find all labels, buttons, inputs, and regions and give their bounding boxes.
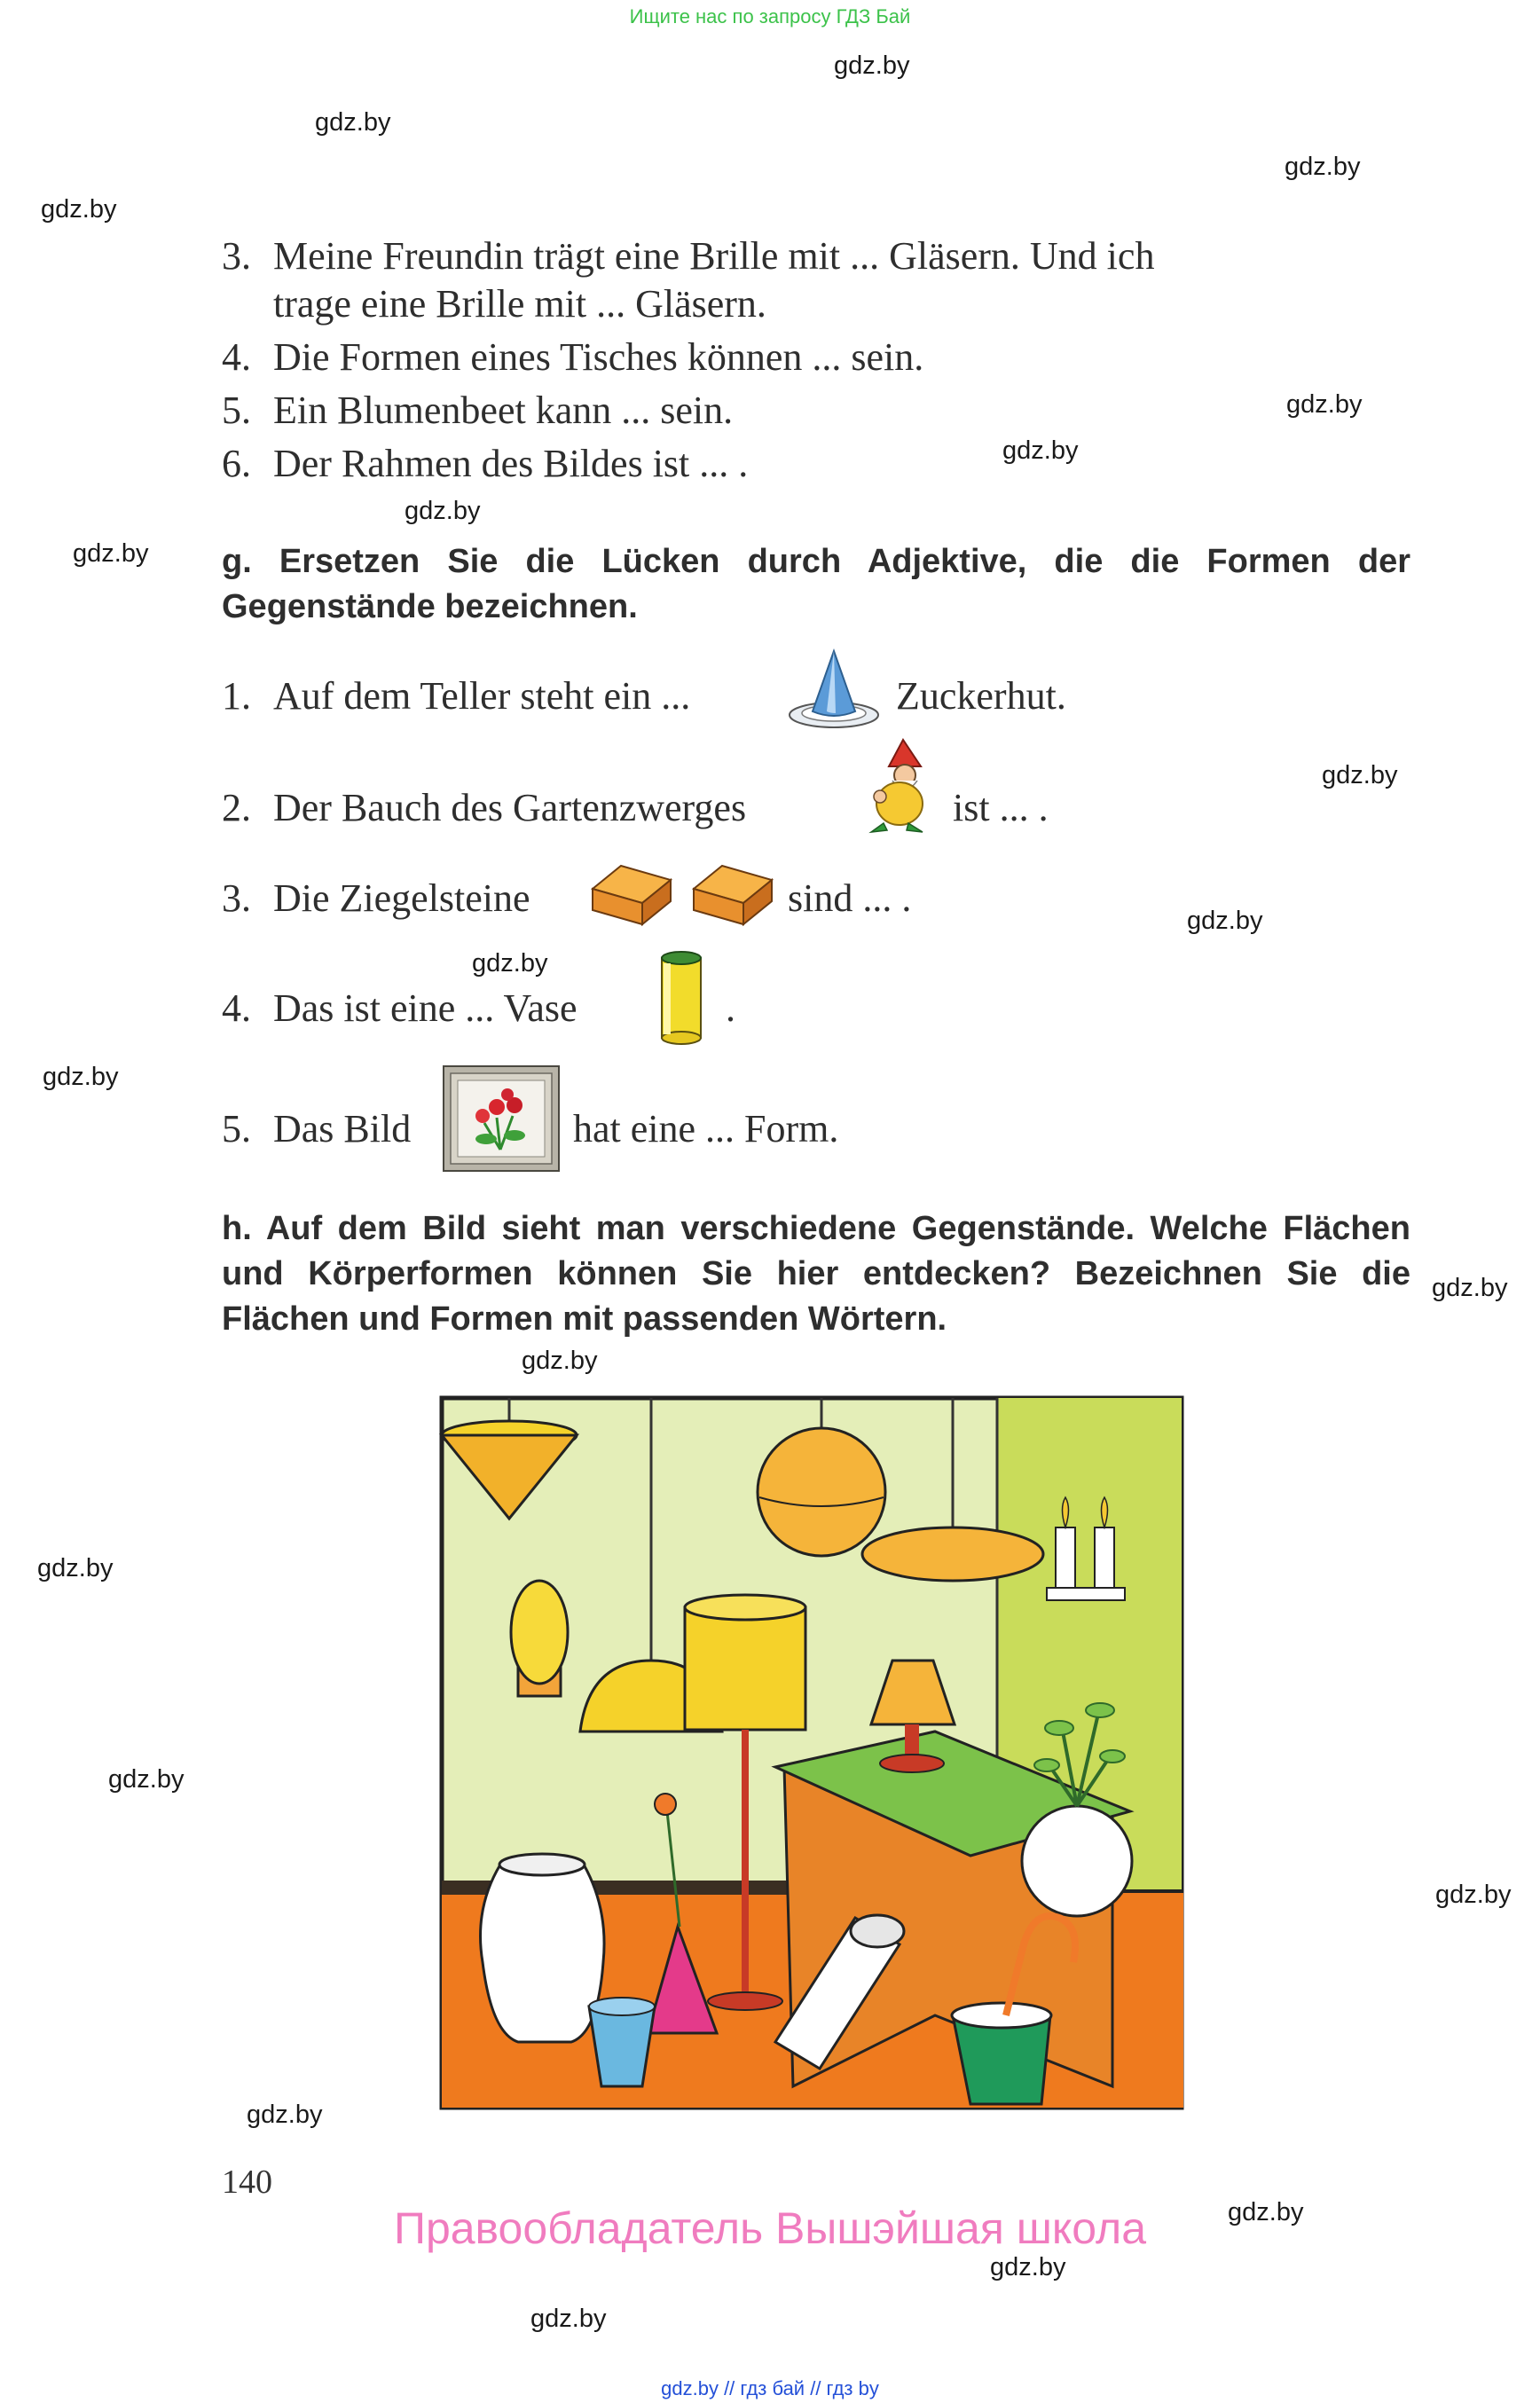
watermark: gdz.by: [1286, 390, 1363, 419]
exercise-g-item-1-after: Zuckerhut.: [896, 674, 1066, 718]
item-text: Ein Blumenbeet kann ... sein.: [273, 389, 734, 432]
garden-gnome-icon: [857, 736, 942, 836]
item-number: 1.: [222, 674, 251, 718]
watermark: gdz.by: [990, 2253, 1066, 2281]
watermark: gdz.by: [315, 108, 391, 137]
exercise-g-item-5-after: hat eine ... Form.: [573, 1107, 839, 1150]
page-number: 140: [222, 2163, 272, 2201]
item-text: Der Rahmen des Bildes ist ... .: [273, 442, 749, 485]
watermark: gdz.by: [472, 949, 548, 978]
exercise-g-item-4: [222, 985, 578, 1033]
exercise-g-item-3-after: sind ... .: [788, 876, 912, 920]
watermark: gdz.by: [1322, 761, 1398, 789]
item-number: 5.: [222, 1107, 251, 1150]
watermark: gdz.by: [41, 195, 117, 224]
item-number: 4.: [222, 986, 251, 1030]
item-number: 3.: [222, 234, 251, 278]
item-number: 3.: [222, 876, 251, 920]
exercise-g-item-2-after: ist ... .: [953, 786, 1049, 829]
watermark: gdz.by: [1187, 907, 1263, 935]
watermark: gdz.by: [834, 51, 910, 80]
item-text: Meine Freundin trägt eine Brille mit ... Gläsern. Und ich: [273, 234, 1155, 278]
watermark: gdz.by: [1435, 1881, 1512, 1909]
item-text-before: Auf dem Teller steht ein ...: [273, 674, 691, 718]
sugarloaf-cone-icon: [786, 646, 882, 734]
watermark: gdz.by: [1002, 436, 1079, 465]
exercise-g-item-1: [222, 672, 690, 720]
item-text-before: Der Bauch des Gartenzwerges: [273, 786, 747, 829]
watermark: gdz.by: [530, 2305, 607, 2333]
watermark: gdz.by: [247, 2101, 323, 2129]
exercise-f-item-3: [222, 232, 1154, 280]
item-number: 6.: [222, 442, 251, 485]
brick-icon: [589, 860, 674, 928]
exercise-g-item-5: [222, 1105, 411, 1153]
exercise-g-item-4-after: .: [726, 986, 735, 1030]
exercise-g-item-3: [222, 875, 530, 923]
watermark: gdz.by: [43, 1063, 119, 1091]
exercise-f-item-3-cont: trage eine Brille mit ... Gläsern.: [273, 282, 766, 326]
watermark: gdz.by: [108, 1765, 185, 1794]
exercise-g-task: g. Ersetzen Sie die Lücken durch Adjektive, die die Formen der Gegenstände bezeichnen.: [222, 543, 1410, 625]
exercise-f-item-6: [222, 440, 748, 488]
watermark: gdz.by: [522, 1347, 598, 1375]
watermark: gdz.by: [37, 1554, 114, 1582]
framed-flower-picture-icon: [442, 1064, 561, 1173]
watermark: gdz.by: [1228, 2198, 1304, 2226]
exercise-h-task: h. Auf dem Bild sieht man verschiedene Gegenstände. Welche Flächen und Körperformen können Sie hier entdecken? Bezeichnen Sie die Flächen und Formen mit passenden Wörtern.: [222, 1210, 1410, 1338]
footer-links[interactable]: gdz.by // гдз бай // гдз by: [661, 2377, 879, 2399]
exercise-g-item-2: [222, 784, 746, 832]
exercise-f-item-4: [222, 334, 923, 381]
item-text-before: Das ist eine ... Vase: [273, 986, 578, 1030]
item-text-before: Die Ziegelsteine: [273, 876, 530, 920]
item-number: 2.: [222, 786, 251, 829]
room-with-lamps-and-vases-illustration: [438, 1394, 1185, 2111]
cylinder-vase-icon: [656, 947, 706, 1047]
copyright-notice: Правообладатель Вышэйшая школа: [394, 2203, 1146, 2253]
item-text: Die Formen eines Tisches können ... sein.: [273, 335, 924, 379]
watermark: gdz.by: [1285, 153, 1361, 181]
item-number: 4.: [222, 335, 251, 379]
item-number: 5.: [222, 389, 251, 432]
exercise-f-item-5: [222, 387, 733, 435]
brick-icon: [690, 860, 775, 928]
item-text-before: Das Bild: [273, 1107, 412, 1150]
watermark: gdz.by: [73, 539, 149, 568]
top-banner[interactable]: Ищите нас по запросу ГДЗ Бай: [629, 5, 911, 27]
watermark: gdz.by: [405, 497, 481, 525]
watermark: gdz.by: [1432, 1274, 1508, 1302]
